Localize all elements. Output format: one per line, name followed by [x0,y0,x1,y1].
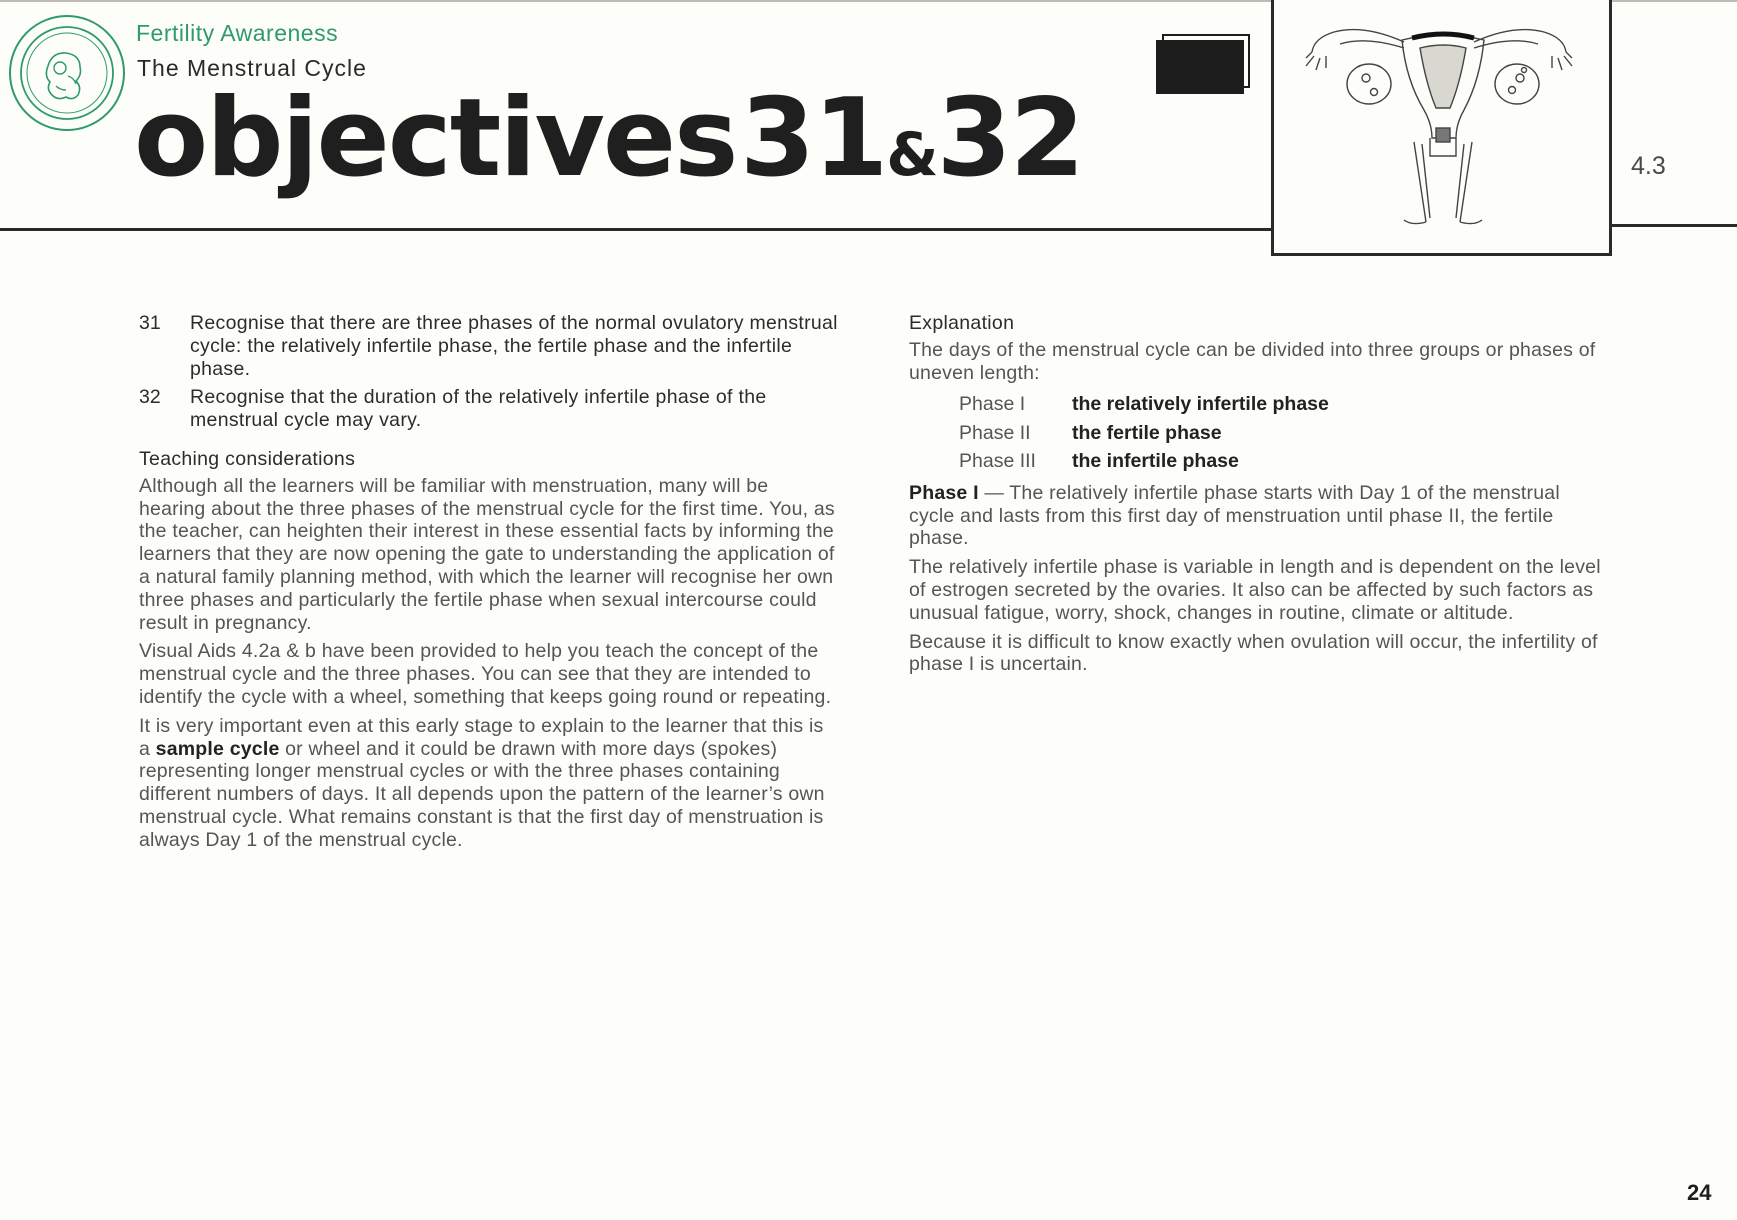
uterus-illustration [1271,0,1612,256]
objective-number: 31 [139,312,161,334]
series-title: Fertility Awareness [136,20,339,46]
sample-cycle-emphasis: sample cycle [155,737,280,760]
title-word: objectives [134,76,737,201]
tab-marker [1156,40,1244,94]
header-rule [0,228,1272,231]
teaching-paragraph-2: Visual Aids 4.2a & b have been provided to help you teach the concept of the menstrual cycle and the three phases. You can see that they are intended to identify the cycle with a wheel, something that keeps going round or repeating. [139,640,832,708]
explanation-intro: The days of the menstrual cycle can be divided into three groups or phases of uneven length: [909,338,1596,384]
teaching-paragraph-3 [139,715,839,852]
page-title [134,76,1083,201]
phase-row [959,390,1609,419]
right-column [909,312,1609,682]
teaching-heading: Teaching considerations [139,447,356,470]
objective-item [139,386,839,432]
explanation-paragraph-2: The relatively infertile phase is variable in length and is dependent on the level of estrogen secreted by the ovaries. It also can be affected by such factors as unusual fatigue, worry, shock, changes in routine, climate or altitude. [909,556,1601,624]
phase-label: Phase I [959,393,1026,416]
header-rule-right [1610,224,1737,227]
unit-title: The Menstrual Cycle [137,55,367,81]
left-column [139,312,839,858]
phase-name: the infertile phase [1072,450,1239,473]
phase-one-paragraph [909,482,1609,550]
phase-label: Phase III [959,450,1036,473]
phase-table [959,390,1609,476]
section-number: 4.3 [1631,152,1666,180]
phase-one-label: Phase I [909,481,979,504]
teaching-p3-before: It is very important even at this early stage to explain to the learner that this is a [139,714,824,760]
title-ampersand: & [886,120,937,190]
phase-row [959,419,1609,448]
fertility-logo-icon [8,14,126,132]
teaching-paragraph-1: Although all the learners will be familiar with menstruation, many will be hearing about the three phases of the menstrual cycle for the first time. You, as the teacher, can heighten their interest in these essential facts by informing the learners that they are now opening the gate to understanding the application of a natural family planning method, with which the learner will recognise her own three phases and particularly the fertile phase when sexual intercourse could result in pregnancy. [139,474,835,634]
phase-name: the fertile phase [1072,421,1222,444]
teaching-p3-after: or wheel and it could be drawn with more days (spokes) representing longer menstrual cycles or with the three phases containing different numbers of days. It all depends upon the pattern of the learner’s own menstrual cycle. What remains constant is that the first day of menstruation is always Day 1 of the menstrual cycle. [139,737,825,851]
explanation-paragraph-3: Because it is difficult to know exactly when ovulation will occur, the infertility of phase I is uncertain. [909,630,1598,676]
page-number: 24 [1687,1180,1712,1205]
title-number-31: 31 [739,76,887,201]
uterus-icon [1274,0,1615,256]
phase-name: the relatively infertile phase [1072,393,1329,416]
phase-label: Phase II [959,421,1031,444]
title-number-32: 32 [936,76,1083,201]
explanation-heading: Explanation [909,312,1015,334]
objective-number: 32 [139,386,161,409]
objective-text: Recognise that there are three phases of the normal ovulatory menstrual cycle: the relatively infertile phase, the fertile phase and the infertile phase. [190,312,838,380]
objective-item [139,312,839,380]
phase-one-text: — The relatively infertile phase starts with Day 1 of the menstrual cycle and lasts from this first day of menstruation until phase II, the fertile phase. [909,481,1560,550]
objective-text: Recognise that the duration of the relatively infertile phase of the menstrual cycle may vary. [190,386,767,432]
phase-row [959,447,1609,476]
